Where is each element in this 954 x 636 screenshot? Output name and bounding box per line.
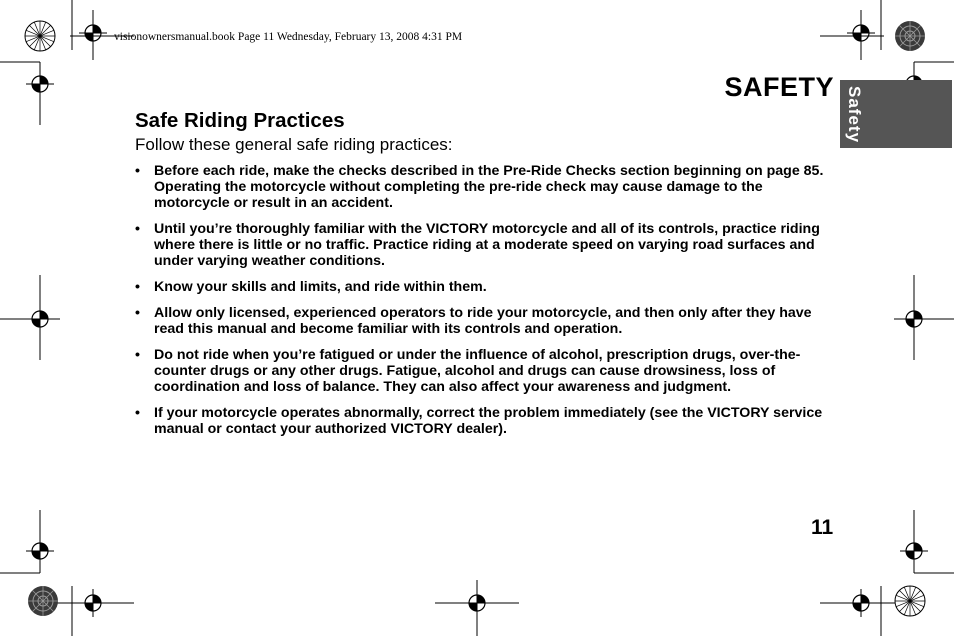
page-heading: SAFETY <box>724 72 834 102</box>
list-item: • Know your skills and limits, and ride within them. <box>135 279 835 295</box>
section-intro: Follow these general safe riding practices: <box>135 135 453 154</box>
list-item: • If your motorcycle operates abnormally, correct the problem immediately (see the VICTORY service manual or contact your authorized VICTORY dealer). <box>135 405 835 437</box>
list-item: • Until you’re thoroughly familiar with the VICTORY motorcycle and all of its controls, practice riding where there is little or no traffic. Practice riding at a moderate speed on varying road surfaces and under varying weather conditions. <box>135 221 835 269</box>
print-slug: visionownersmanual.book Page 11 Wednesday, February 13, 2008 4:31 PM <box>114 31 463 43</box>
list-item: • Before each ride, make the checks described in the Pre-Ride Checks section beginning on page 85. Operating the motorcycle without completing the pre-ride check may cause damage to the motorcycle or result in an accident. <box>135 163 835 211</box>
side-tab-label: Safety <box>845 86 864 144</box>
page-number: 11 <box>811 516 834 539</box>
section-title: Safe Riding Practices <box>135 109 345 132</box>
list-item: • Allow only licensed, experienced operators to ride your motorcycle, and then only after they have read this manual and become familiar with its controls and operation. <box>135 305 835 337</box>
list-item: • Do not ride when you’re fatigued or under the influence of alcohol, prescription drugs, over-the-counter drugs or any other drugs. Fatigue, alcohol and drugs can cause drowsiness, loss of coordination and loss of balance. They can also affect your awareness and judgment. <box>135 347 835 395</box>
practices-list <box>135 163 835 447</box>
